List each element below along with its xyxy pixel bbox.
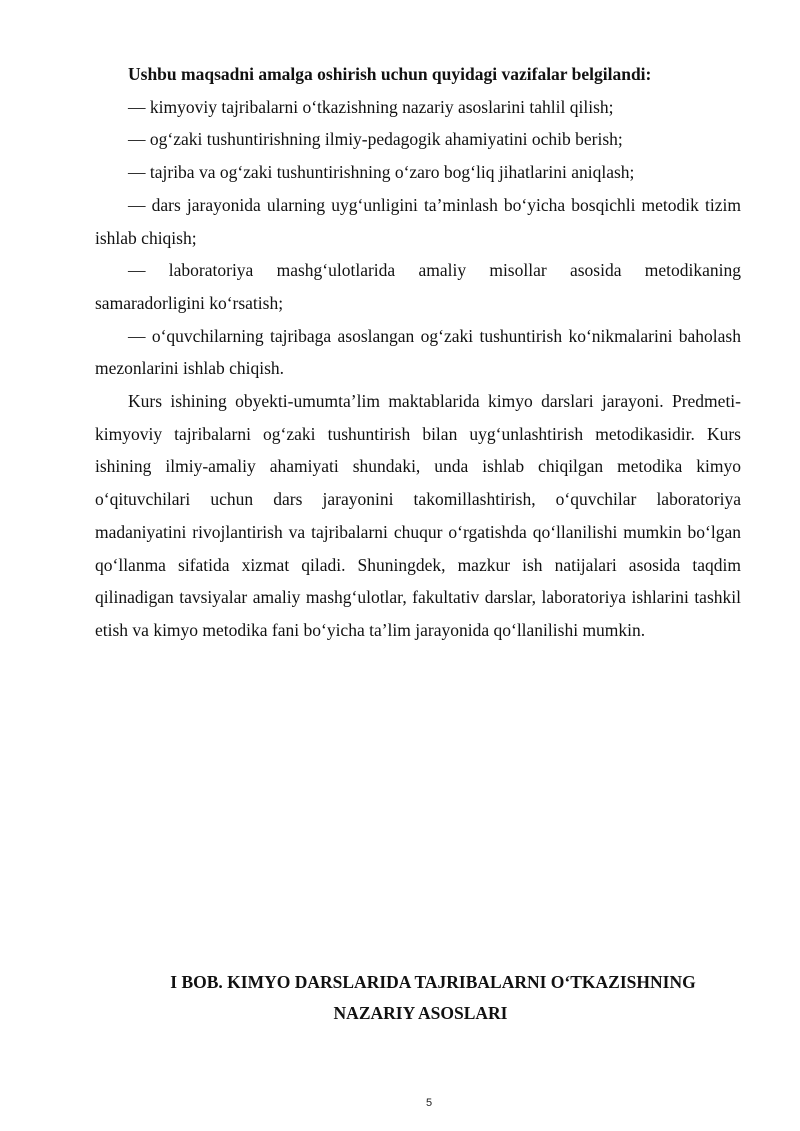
chapter-heading: [95, 967, 741, 1029]
chapter-heading-line: NAZARIY ASOSLARI: [333, 1003, 508, 1023]
chapter-heading-line: I BOB. KIMYO DARSLARIDA TAJRIBALARNI O‘TKAZISHNING: [170, 972, 696, 992]
page-number: 5: [425, 1097, 433, 1109]
task-item: — kimyoviy tajribalarni o‘tkazishning nazariy asoslarini tahlil qilish;: [128, 96, 614, 117]
tasks-intro: Ushbu maqsadni amalga oshirish uchun quyidagi vazifalar belgilandi:: [128, 64, 652, 84]
body-paragraph: Kurs ishining obyekti-umumta’lim maktablarida kimyo darslari jarayoni. Predmeti-kimyoviy tajribalarni og‘zaki tushuntirish bilan uyg‘unlashtirish metodikasidir. Kurs ishining ilmiy-amaliy ahamiyati shundaki, unda ishlab chiqilgan metodika kimyo o‘qituvchilari uchun dars jarayonini takomillashtirish, o‘quvchilar laboratoriya madaniyatini rivojlantirish va tajribalarni chuqur o‘rgatishda qo‘llanilishi mumkin bo‘lgan qo‘llanma sifatida xizmat qiladi. Shuningdek, mazkur ish natijalari asosida taqdim qilinadigan tavsiyalar amaliy mashg‘ulotlar, fakultativ darslar, laboratoriya ishlarini tashkil etish va kimyo metodika fani bo‘yicha ta’lim jarayonida qo‘llanilishi mumkin.: [95, 391, 741, 640]
task-item: — og‘zaki tushuntirishning ilmiy-pedagogik ahamiyatini ochib berish;: [128, 129, 623, 150]
task-item: — laboratoriya mashg‘ulotlarida amaliy misollar asosida metodikaning samaradorligini ko‘rsatish;: [95, 260, 741, 313]
task-item: — o‘quvchilarning tajribaga asoslangan og‘zaki tushuntirish ko‘nikmalarini baholash mezonlarini ishlab chiqish.: [95, 325, 741, 379]
body-text: [95, 58, 741, 647]
task-item: — tajriba va og‘zaki tushuntirishning o‘zaro bog‘liq jihatlarini aniqlash;: [128, 162, 635, 183]
task-item: — dars jarayonida ularning uyg‘unligini ta’minlash bo‘yicha bosqichli metodik tizim ishlab chiqish;: [95, 194, 741, 248]
